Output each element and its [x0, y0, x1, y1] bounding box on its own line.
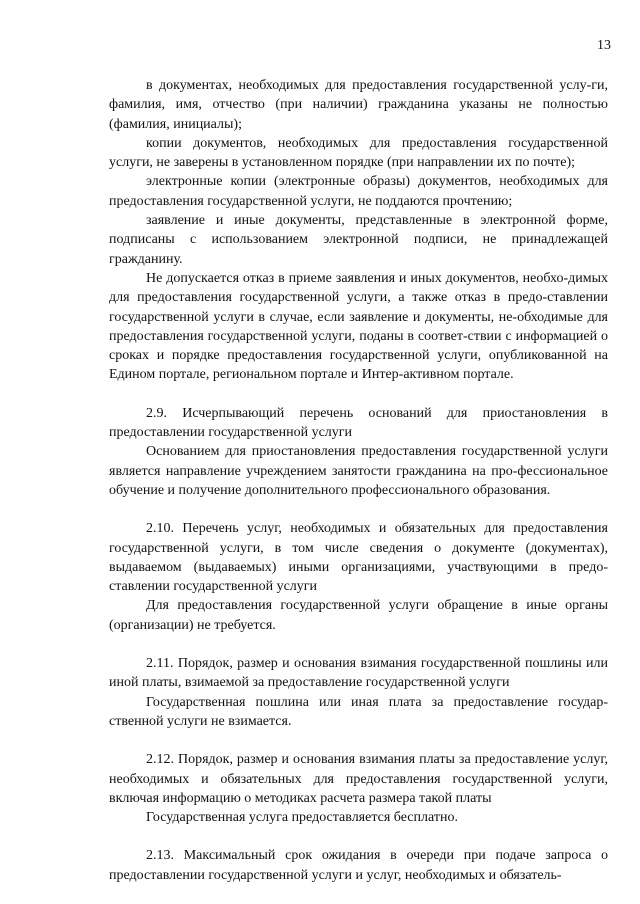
paragraph: заявление и иные документы, представленные в электронной форме, подписаны с использованием электронной подписи, не принадлежащей гражданину. — [109, 213, 608, 267]
paragraph: Не допускается отказ в приеме заявления и иных документов, необхо-димых для предоставления государственной услуги, а также отказ в предо-ставлении государственной услуги в случае, если заявление и документы, не-обходимые для предоставления государственной услуги, поданы в соответ-ствии с информацией о сроках и порядке предоставления государственной услуги, опубликованной на Едином портале, региональном портале и Интер-активном портале. — [109, 270, 608, 383]
paragraph-spacer — [109, 385, 608, 404]
paragraph: 2.9. Исчерпывающий перечень оснований для приостановления в предоставлении государственной услуги — [109, 405, 608, 441]
page-number: 13 — [597, 38, 611, 53]
paragraph: 2.13. Максимальный срок ожидания в очереди при подаче запроса о предоставлении государственной услуги и услуг, необходимых и обязатель- — [109, 848, 608, 883]
paragraph: Основанием для приостановления предоставления государственной услуги является направление учреждением занятости гражданина на про-фессиональное обучение и получение дополнительного профессионального образования. — [109, 444, 608, 498]
paragraph: Для предоставления государственной услуги обращение в иные органы (организации) не требуется. — [109, 598, 608, 633]
paragraph: 2.12. Порядок, размер и основания взимания платы за предоставление услуг, необходимых и обязательных для предоставления государственной услуги, включая информацию о методиках расчета размера такой платы — [109, 752, 608, 806]
paragraph: электронные копии (электронные образы) документов, необходимых для предоставления государственной услуги, не поддаются прочтению; — [109, 174, 608, 209]
paragraph: Государственная пошлина или иная плата за предоставление государ-ственной услуги не взимается. — [109, 694, 608, 729]
paragraph: 2.11. Порядок, размер и основания взимания государственной пошлины или иной платы, взимаемой за предоставление государственной услуги — [109, 656, 608, 691]
document-body — [109, 76, 608, 885]
paragraph: 2.10. Перечень услуг, необходимых и обязательных для предоставления государственной услуги, в том числе сведения о документе (документах), выдаваемом (выдаваемых) иными организациями, участвующими в предо-ставлении государственной услуги — [109, 521, 608, 595]
paragraph: Государственная услуга предоставляется бесплатно. — [146, 810, 458, 826]
paragraph: в документах, необходимых для предоставления государственной услу-ги, фамилия, имя, отчество (при наличии) гражданина указаны не полностью (фамилия, инициалы); — [109, 78, 608, 132]
paragraph-spacer — [109, 500, 608, 519]
paragraph-spacer — [109, 827, 608, 846]
paragraph-spacer — [109, 731, 608, 750]
paragraph: копии документов, необходимых для предоставления государственной услуги, не заверены в установленном порядке (при направлении их по почте); — [109, 135, 608, 171]
paragraph-spacer — [109, 635, 608, 654]
